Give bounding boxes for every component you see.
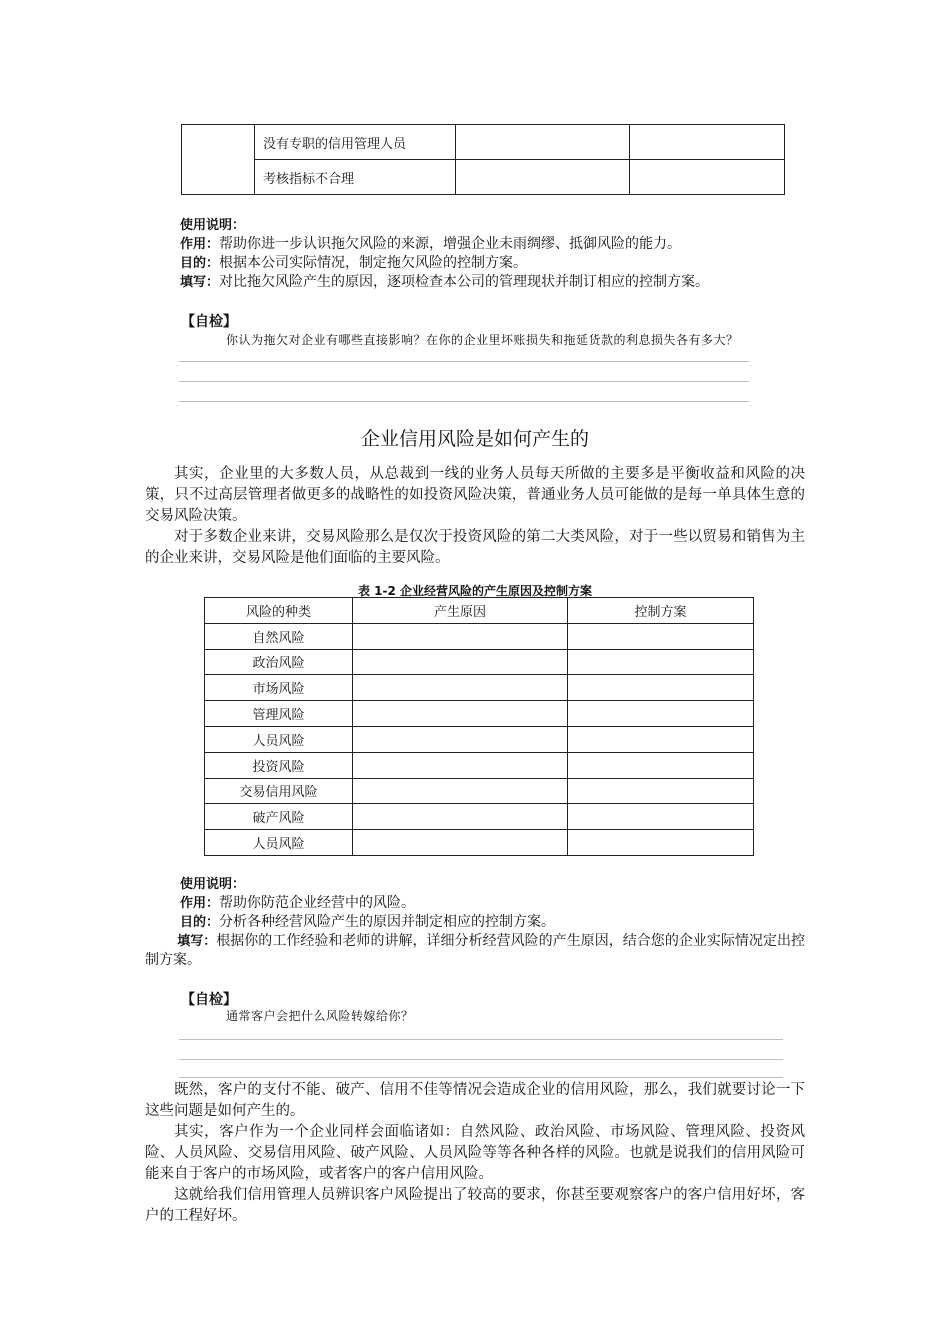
table-header-row bbox=[205, 598, 754, 624]
cause-cell bbox=[353, 778, 568, 804]
cause-cell bbox=[353, 701, 568, 727]
purpose-text: 帮助你防范企业经营中的风险。 bbox=[219, 895, 416, 911]
control-cell bbox=[568, 701, 754, 727]
answer-line[interactable] bbox=[179, 381, 749, 382]
goal-label: 目的： bbox=[180, 256, 220, 271]
table-row bbox=[205, 701, 754, 727]
paragraph: 既然，客户的支付不能、破产、信用不佳等情况会造成企业的信用风险，那么，我们就要讨论一下这些问题是如何产生的。 bbox=[145, 1082, 805, 1119]
usage-heading: 使用说明： bbox=[180, 877, 246, 892]
merged-category-cell bbox=[182, 125, 255, 195]
business-risk-table bbox=[204, 597, 754, 856]
usage-notes-1 bbox=[180, 216, 820, 292]
control-cell bbox=[568, 752, 754, 778]
self-check-question: 你认为拖欠对企业有哪些直接影响？在你的企业里坏账损失和拖延货款的利息损失各有多大？ bbox=[226, 333, 739, 347]
purpose-text: 帮助你进一步认识拖欠风险的来源，增强企业未雨绸缪、抵御风险的能力。 bbox=[219, 236, 682, 252]
paragraph: 这就给我们信用管理人员辨识客户风险提出了较高的要求，你甚至要观察客户的客户信用好坏，客户的工程好坏。 bbox=[145, 1187, 805, 1224]
answer-line[interactable] bbox=[179, 1039, 783, 1040]
control-cell bbox=[568, 649, 754, 675]
risk-type-cell: 人员风险 bbox=[205, 726, 353, 752]
self-check-question: 通常客户会把什么风险转嫁给你？ bbox=[226, 1009, 414, 1023]
purpose-label: 作用： bbox=[180, 896, 220, 911]
cause-cell bbox=[353, 675, 568, 701]
risk-type-cell: 市场风险 bbox=[205, 675, 353, 701]
table-cell bbox=[456, 160, 630, 195]
risk-type-cell: 自然风险 bbox=[205, 623, 353, 649]
control-cell bbox=[568, 778, 754, 804]
fill-text: 根据你的工作经验和老师的讲解，详细分析经营风险的产生原因，结合您的企业实际情况定出控制方案。 bbox=[145, 933, 805, 968]
control-cell bbox=[568, 830, 754, 856]
paragraph: 其实，企业里的大多数人员，从总裁到一线的业务人员每天所做的主要多是平衡收益和风险的决策，只不过高层管理者做更多的战略性的如投资风险决策，普通业务人员可能做的是每一单具体生意的交易风险决策。 bbox=[145, 466, 805, 524]
fill-label: 填写： bbox=[177, 934, 217, 949]
table-row bbox=[182, 125, 785, 160]
table-row bbox=[205, 675, 754, 701]
table-cell: 没有专职的信用管理人员 bbox=[255, 125, 456, 160]
cause-cell bbox=[353, 623, 568, 649]
table-row bbox=[205, 726, 754, 752]
risk-type-cell: 政治风险 bbox=[205, 649, 353, 675]
table-row bbox=[205, 778, 754, 804]
purpose-label: 作用： bbox=[180, 237, 220, 252]
answer-line[interactable] bbox=[179, 1059, 783, 1060]
fill-text: 对比拖欠风险产生的原因，逐项检查本公司的管理现状并制订相应的控制方案。 bbox=[219, 274, 710, 290]
risk-type-cell: 投资风险 bbox=[205, 752, 353, 778]
answer-line[interactable] bbox=[179, 1077, 783, 1078]
control-cell bbox=[568, 623, 754, 649]
column-header: 产生原因 bbox=[353, 598, 568, 624]
control-cell bbox=[568, 804, 754, 830]
table-cell: 考核指标不合理 bbox=[255, 160, 456, 195]
usage-fill-paragraph bbox=[145, 932, 805, 970]
table-cell bbox=[456, 125, 630, 160]
usage-heading: 使用说明： bbox=[180, 218, 246, 233]
column-header: 控制方案 bbox=[568, 598, 754, 624]
goal-text: 根据本公司实际情况，制定拖欠风险的控制方案。 bbox=[219, 255, 528, 271]
table-row bbox=[205, 830, 754, 856]
paragraph: 其实，客户作为一个企业同样会面临诸如：自然风险、政治风险、市场风险、管理风险、投资风险、人员风险、交易信用风险、破产风险、人员风险等等各种各样的风险。也就是说我们的信用风险可能来自于客户的市场风险，或者客户的客户信用风险。 bbox=[145, 1124, 805, 1182]
top-risk-table bbox=[181, 124, 785, 195]
closing-body bbox=[145, 1080, 805, 1227]
control-cell bbox=[568, 726, 754, 752]
table-row bbox=[205, 804, 754, 830]
usage-notes-2 bbox=[180, 875, 805, 932]
section-body bbox=[145, 464, 805, 569]
table-cell bbox=[630, 125, 785, 160]
answer-line[interactable] bbox=[179, 361, 749, 362]
table-cell bbox=[630, 160, 785, 195]
table-row bbox=[205, 752, 754, 778]
self-check-heading: 【自检】 bbox=[181, 314, 237, 330]
cause-cell bbox=[353, 752, 568, 778]
table-caption: 表 1-2 企业经营风险的产生原因及控制方案 bbox=[357, 584, 593, 598]
column-header: 风险的种类 bbox=[205, 598, 353, 624]
answer-line[interactable] bbox=[179, 401, 749, 402]
cause-cell bbox=[353, 649, 568, 675]
cause-cell bbox=[353, 726, 568, 752]
section-title: 企业信用风险是如何产生的 bbox=[360, 428, 589, 450]
risk-type-cell: 交易信用风险 bbox=[205, 778, 353, 804]
goal-text: 分析各种经营风险产生的原因并制定相应的控制方案。 bbox=[219, 914, 556, 930]
risk-type-cell: 管理风险 bbox=[205, 701, 353, 727]
cause-cell bbox=[353, 804, 568, 830]
table-row bbox=[205, 649, 754, 675]
risk-type-cell: 人员风险 bbox=[205, 830, 353, 856]
table-row bbox=[182, 160, 785, 195]
risk-type-cell: 破产风险 bbox=[205, 804, 353, 830]
control-cell bbox=[568, 675, 754, 701]
self-check-heading: 【自检】 bbox=[181, 992, 237, 1008]
paragraph: 对于多数企业来讲，交易风险那么是仅次于投资风险的第二大类风险，对于一些以贸易和销售为主的企业来讲，交易风险是他们面临的主要风险。 bbox=[145, 529, 805, 566]
cause-cell bbox=[353, 830, 568, 856]
goal-label: 目的： bbox=[180, 915, 220, 930]
fill-label: 填写： bbox=[180, 275, 220, 290]
table-row bbox=[205, 623, 754, 649]
